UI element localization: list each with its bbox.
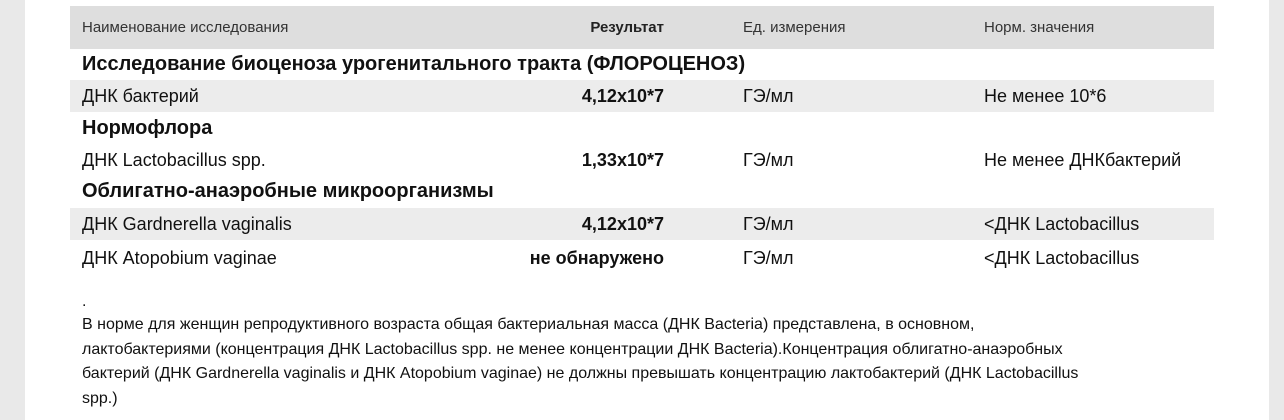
row-name: ДНК Gardnerella vaginalis <box>82 214 292 234</box>
row-norm: <ДНК Lactobacillus <box>984 214 1140 234</box>
table-row <box>70 208 1214 240</box>
section-title-normoflora <box>70 113 1214 143</box>
row-name: ДНК Atopobium vaginae <box>82 248 277 268</box>
row-norm: Не менее ДНКбактерий <box>984 150 1182 170</box>
row-unit: ГЭ/мл <box>743 86 794 106</box>
row-norm: Не менее 10*6 <box>984 86 1107 106</box>
section-anaerobes-label: Облигатно-анаэробные микроорганизмы <box>82 180 494 202</box>
note-line-3: бактерий (ДНК Gardnerella vaginalis и ДНК Atopobium vaginae) не должны превышать концентрацию лактобактерий (ДНК Lactobacillus <box>82 365 1079 382</box>
row-name: ДНК Lactobacillus spp. <box>82 150 266 170</box>
header-name: Наименование исследования <box>82 19 289 36</box>
section-main-label: Исследование биоценоза урогенитального тракта (ФЛОРОЦЕНОЗ) <box>82 53 746 75</box>
header-unit: Ед. измерения <box>743 19 846 36</box>
note-line-4: spp.) <box>82 390 118 407</box>
row-result: 4,12x10*7 <box>581 86 664 106</box>
note-dot: . <box>82 293 87 310</box>
row-unit: ГЭ/мл <box>743 248 794 268</box>
table-header <box>70 6 1214 49</box>
report-page <box>25 0 1269 420</box>
section-title-anaerobes <box>70 176 1214 206</box>
row-unit: ГЭ/мл <box>743 214 794 234</box>
table-row <box>70 80 1214 112</box>
section-title-florocenosis <box>70 49 1214 79</box>
table-row <box>70 242 1214 274</box>
row-result: не обнаружено <box>529 248 664 268</box>
table-row <box>70 144 1214 176</box>
row-name: ДНК бактерий <box>82 86 199 106</box>
header-norm: Норм. значения <box>984 19 1095 36</box>
row-result: 4,12x10*7 <box>581 214 664 234</box>
row-unit: ГЭ/мл <box>743 150 794 170</box>
row-result: 1,33x10*7 <box>581 150 664 170</box>
note-line-1: В норме для женщин репродуктивного возраста общая бактериальная масса (ДНК Bacteria) представлена, в основном, <box>82 316 975 333</box>
section-normoflora-label: Нормофлора <box>82 117 213 139</box>
note-line-2: лактобактериями (концентрация ДНК Lactobacillus spp. не менее концентрации ДНК Bacteria).Концентрация облигатно-анаэробных <box>82 341 1063 358</box>
header-result: Результат <box>590 19 664 36</box>
row-norm: <ДНК Lactobacillus <box>984 248 1140 268</box>
